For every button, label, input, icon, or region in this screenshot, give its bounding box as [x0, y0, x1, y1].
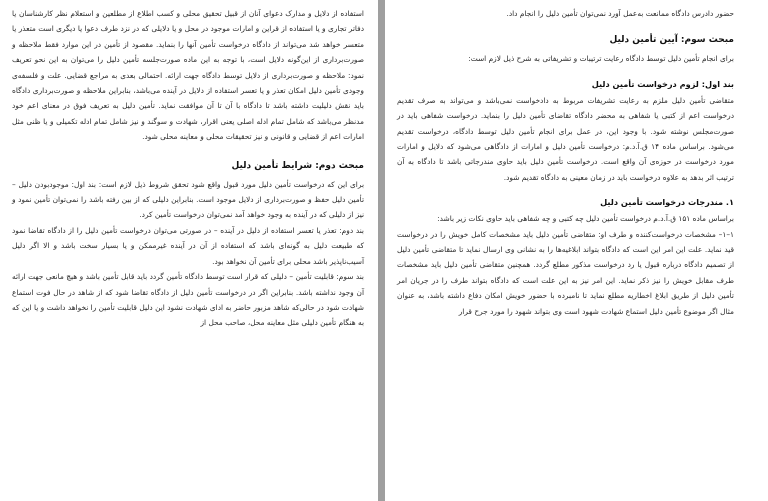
right-paragraph-5: ۱–۱– مشخصات درخواست‌کننده و طرف او: متقاضی تأمین دلیل باید مشخصات کامل خویش را در درخواست قید نماید. علت این امر این است که دادگاه بتواند ابلاغیه‌ها را به نشانی وی ارسال نماید تا متقاضی تأمین دلیل از تصمیم دادگاه درباره قبول یا رد درخواست مذکور مطلع گردد. همچنین متقاضی تأمین دلیل باید مشخصات طرف مقابل خویش را نیز ذکر نماید. این امر نیز به این علت است که دادگاه بتواند طرف را در جریان امر تأمین دلیل از طریق ابلاغ اخطاریه مطلع نماید تا نامبرده با حضور خویش امکان دفاع داشته باشد، به عنوان مثال اگر موضوع تأمین دلیل استماع شهادت شهود است وی بتواند شهود را مورد جرح قرار	[397, 229, 734, 316]
right-page	[385, 0, 768, 501]
left-paragraph-2: برای این که درخواست تأمین دلیل مورد قبول واقع شود تحقق شروط ذیل لازم است: بند اول: موجودبودن دلیل – تأمین دلیل حفظ و صورت‌برداری از دلایل موجود است. بنابراین دلیلی که از بین رفته باشد را نمی‌توان تأمین نمود و نیز از دلیلی که در آینده به وجود خواهد آمد نمی‌توان درخواست تأمین کرد.	[12, 179, 364, 220]
subheading-request-requirement: بند اول: لزوم درخواست تأمین دلیل	[591, 78, 734, 89]
section-heading-procedure: مبحث سوم: آیین تأمین دلیل	[609, 35, 734, 46]
left-page	[0, 0, 378, 501]
left-paragraph-4: بند سوم: قابلیت تأمین – دلیلی که قرار است توسط دادگاه تأمین گردد باید قابل تأمین باشد و هیچ مانعی جهت ارائه آن وجود نداشته باشد. بنابراین اگر در درخواست تأمین دلیل از دادگاه تقاضا شود که از شاهد در حال فوت استماع شهادت شود در حالی‌که شاهد مزبور حاضر به ادای شهادت نشود این دلیل قابلیت تأمین را نخواهد داشت و یا این که به هنگام تأمین دلیلی مثل معاینه محل، صاحب محل از	[12, 272, 364, 328]
left-paragraph-1: استفاده از دلایل و مدارک دعوای آنان از قبیل تحقیق محلی و کسب اطلاع از مطلعین و استعلام نظر کارشناسان یا دفاتر تجاری و یا استفاده از قراین و امارات موجود در محل و یا دلایلی که در نزد طرف دعوا یا دیگری است متعذر یا متعسر خواهد شد می‌تواند از دادگاه درخواست تأمین آنها را بنماید. مقصود از تأمین در این موارد فقط ملاحظه و صورت‌برداری از این‌گونه دلایل است، با توجه به این ماده صورت‌جلسه تأمین دلیل را می‌توان به این نحو تعریف نمود: ملاحظه و صورت‌برداری از دلایل توسط دادگاه جهت ارائه. احتمالی بعدی به مراجع قضایی. علت و فلسفه‌ی وجودی تأمین دلیل امکان تعذر و یا تعسر استفاده از دلایل در آینده می‌باشد، بنابراین ملاحظه و صورت‌برداری دادگاه باید نقش دلیلیت داشته باشد تا دادگاه با آن تا آن موافقت نماید. تأمین دلیل به تعریف فوق در معنای اعم خود مدنظر می‌باشد که شامل تمام ادله اصلی یعنی اقرار، شهادت و سوگند و نیز شامل تمام ادله تکمیلی و یا ظنی مثل امارات اعم از قضایی و قانونی و نیز تحقیقات محلی و معاینه محلی شود.	[12, 9, 364, 142]
section-heading-conditions: مبحث دوم: شرایط تأمین دلیل	[231, 160, 364, 171]
left-paragraph-3: بند دوم: تعذر یا تعسر استفاده از دلیل در آینده – در صورتی می‌توان درخواست تأمین دلیل را از دادگاه تقاضا نمود که طبیعت دلیل به گونه‌ای باشد که استفاده از آن در آینده غیرممکن و یا بسیار سخت باشد و الا اگر دلیل آسیب‌ناپذیر باشد محلی برای تأمین آن نخواهد بود.	[12, 225, 364, 266]
right-paragraph-1: حضور دادرس دادگاه ممانعت به‌عمل آورد نمی‌توان تأمین دلیل را انجام داد.	[506, 9, 734, 18]
right-paragraph-3: متقاضی تأمین دلیل ملزم به رعایت تشریفات مربوط به دادخواست نمی‌باشد و می‌تواند به صرف تقدیم درخواست اعم از کتبی یا شفاهی به محضر دادگاه تقاضای تأمین دلیل را بنماید. درخواست شفاهی باید در صورت‌مجلس نوشته شود. با وجود این، در عمل برای انجام تأمین دلیل توسط دادگاه، درخواست تقدیم می‌شود. براساس ماده ۱۴ ق.آ.د.م: درخواست تأمین دلیل و امارات از دادگاهی می‌شود که دلایل و امارات مورد درخواست در حوزه‌ی آن واقع است. درخواست تأمین دلیل باید حاوی مندرجاتی باشد تا دادگاه به آن ترتیب اثر بدهد به علاوه درخواست باید در زمان معینی به دادگاه تقدیم شود.	[397, 95, 734, 182]
right-paragraph-2: برای انجام تأمین دلیل توسط دادگاه رعایت ترتیبات و تشریفاتی به شرح ذیل لازم است:	[468, 54, 734, 64]
subheading-request-contents: ۱. مندرجات درخواست تأمین دلیل	[600, 197, 734, 208]
right-paragraph-4: براساس ماده ۱۵۱ ق.آ.د.م درخواست تأمین دلیل چه کتبی و چه شفاهی باید حاوی نکات زیر باشد:	[437, 214, 734, 224]
page-gutter	[378, 0, 385, 501]
